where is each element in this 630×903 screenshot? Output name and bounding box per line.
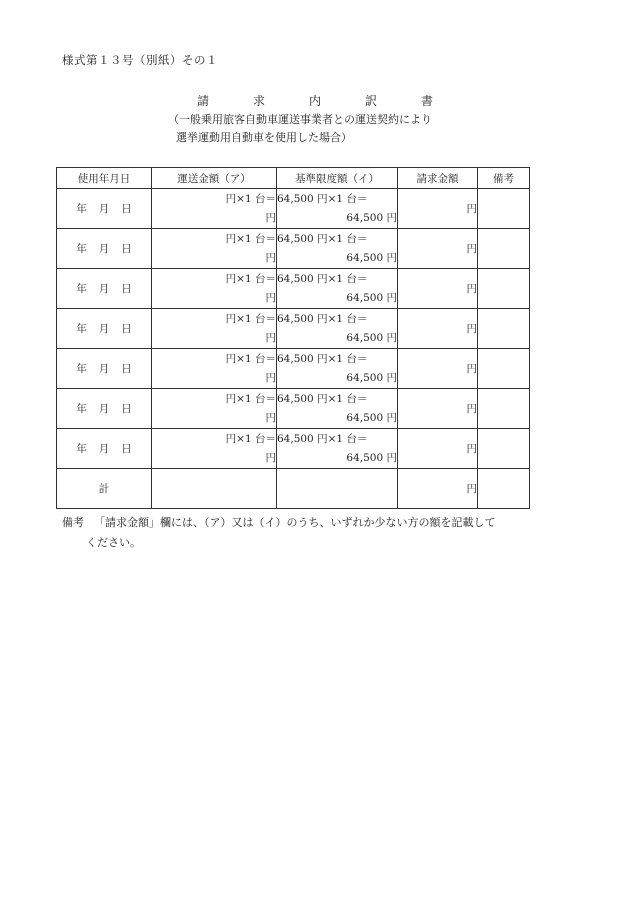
total-limit-cell[interactable]: [277, 469, 398, 509]
request-amount-cell[interactable]: 円: [398, 269, 478, 309]
amount-line-2: 円: [265, 211, 276, 224]
limit-line-1: 64,500 円×1 台＝: [277, 392, 368, 405]
limit-line-1: 64,500 円×1 台＝: [277, 192, 368, 205]
usage-date-cell[interactable]: [57, 429, 152, 469]
title-char: 訳: [365, 94, 378, 108]
date-year: 年: [76, 283, 87, 295]
title-char: 求: [252, 94, 265, 108]
form-number: 様式第１３号（別紙）その１: [62, 53, 218, 67]
request-amount-cell[interactable]: 円: [398, 349, 478, 389]
total-label: 計: [57, 469, 152, 509]
amount-line-1: 円×1 台＝: [225, 232, 276, 245]
amount-line-2: 円: [265, 251, 276, 264]
subtitle-line-1: （一般乗用旅客自動車運送事業者との運送契約により: [168, 113, 432, 126]
amount-line-1: 円×1 台＝: [225, 352, 276, 365]
amount-line-2: 円: [265, 451, 276, 464]
table-row: [57, 349, 530, 389]
date-day: 日: [121, 403, 132, 415]
usage-date-cell[interactable]: [57, 309, 152, 349]
limit-amount-cell: [277, 229, 398, 269]
limit-line-1: 64,500 円×1 台＝: [277, 272, 368, 285]
table-row: [57, 189, 530, 229]
limit-line-1: 64,500 円×1 台＝: [277, 232, 368, 245]
date-year: 年: [76, 443, 87, 455]
usage-date-cell[interactable]: [57, 269, 152, 309]
limit-line-2: 64,500 円: [346, 451, 397, 464]
limit-amount-cell: [277, 429, 398, 469]
date-month: 月: [98, 403, 110, 415]
amount-line-2: 円: [265, 291, 276, 304]
transport-amount-cell[interactable]: [152, 269, 277, 309]
remarks-cell[interactable]: [478, 189, 530, 229]
amount-line-1: 円×1 台＝: [225, 432, 276, 445]
table-row: [57, 269, 530, 309]
usage-date-cell[interactable]: [57, 189, 152, 229]
limit-line-1: 64,500 円×1 台＝: [277, 352, 368, 365]
transport-amount-cell[interactable]: [152, 229, 277, 269]
title-char: 請: [196, 94, 209, 108]
remarks-cell[interactable]: [478, 389, 530, 429]
date-year: 年: [76, 243, 87, 255]
remarks-note: [62, 513, 542, 553]
request-amount-cell[interactable]: 円: [398, 389, 478, 429]
table-row: [57, 309, 530, 349]
amount-line-1: 円×1 台＝: [225, 312, 276, 325]
limit-line-1: 64,500 円×1 台＝: [277, 432, 368, 445]
note-line-1: 「請求金額」欄には、（ア）又は（イ）のうち、いずれか少ない方の額を記載して: [94, 516, 496, 529]
remarks-cell[interactable]: [478, 349, 530, 389]
limit-amount-cell: [277, 189, 398, 229]
document-subtitle: [168, 111, 432, 147]
date-month: 月: [98, 203, 110, 215]
header-transport-amount: 運送金額（ア）: [152, 168, 277, 189]
date-day: 日: [121, 283, 132, 295]
limit-amount-cell: [277, 309, 398, 349]
usage-date-cell[interactable]: [57, 349, 152, 389]
amount-line-2: 円: [265, 411, 276, 424]
usage-date-cell[interactable]: [57, 229, 152, 269]
note-heading: 備考: [62, 516, 84, 529]
total-row: [57, 469, 530, 509]
title-char: 書: [421, 94, 434, 108]
remarks-cell[interactable]: [478, 429, 530, 469]
limit-amount-cell: [277, 349, 398, 389]
remarks-cell[interactable]: [478, 309, 530, 349]
date-year: 年: [76, 323, 87, 335]
table-row: [57, 229, 530, 269]
limit-line-2: 64,500 円: [346, 291, 397, 304]
date-month: 月: [98, 323, 110, 335]
title-char: 内: [308, 94, 321, 108]
date-month: 月: [98, 243, 110, 255]
amount-line-1: 円×1 台＝: [225, 272, 276, 285]
table-row: [57, 429, 530, 469]
amount-line-2: 円: [265, 331, 276, 344]
request-amount-cell[interactable]: 円: [398, 189, 478, 229]
date-month: 月: [98, 283, 110, 295]
document-title: [0, 92, 630, 109]
header-request-amount: 請求金額: [398, 168, 478, 189]
amount-line-1: 円×1 台＝: [225, 192, 276, 205]
amount-line-2: 円: [265, 371, 276, 384]
limit-line-2: 64,500 円: [346, 211, 397, 224]
amount-line-1: 円×1 台＝: [225, 392, 276, 405]
header-remarks: 備考: [478, 168, 530, 189]
usage-date-cell[interactable]: [57, 389, 152, 429]
remarks-cell[interactable]: [478, 269, 530, 309]
limit-line-2: 64,500 円: [346, 251, 397, 264]
date-year: 年: [76, 203, 87, 215]
request-amount-cell[interactable]: 円: [398, 429, 478, 469]
transport-amount-cell[interactable]: [152, 429, 277, 469]
date-month: 月: [98, 443, 110, 455]
date-month: 月: [98, 363, 110, 375]
limit-amount-cell: [277, 389, 398, 429]
total-transport-cell[interactable]: [152, 469, 277, 509]
request-amount-cell[interactable]: 円: [398, 309, 478, 349]
request-amount-cell[interactable]: 円: [398, 229, 478, 269]
transport-amount-cell[interactable]: [152, 309, 277, 349]
date-day: 日: [121, 323, 132, 335]
transport-amount-cell[interactable]: [152, 389, 277, 429]
limit-amount-cell: [277, 269, 398, 309]
remarks-cell[interactable]: [478, 229, 530, 269]
total-request-amount-cell[interactable]: 円: [398, 469, 478, 509]
date-day: 日: [121, 363, 132, 375]
date-day: 日: [121, 443, 132, 455]
table-header-row: [57, 168, 530, 189]
note-line-2: ください。: [86, 536, 141, 549]
limit-line-2: 64,500 円: [346, 411, 397, 424]
limit-line-2: 64,500 円: [346, 331, 397, 344]
date-day: 日: [121, 243, 132, 255]
subtitle-line-2: 選挙運動用自動車を使用した場合）: [176, 131, 352, 144]
header-limit-amount: 基準限度額（イ）: [277, 168, 398, 189]
date-day: 日: [121, 203, 132, 215]
transport-amount-cell[interactable]: [152, 189, 277, 229]
table-row: [57, 389, 530, 429]
date-year: 年: [76, 403, 87, 415]
total-remarks-cell[interactable]: [478, 469, 530, 509]
limit-line-2: 64,500 円: [346, 371, 397, 384]
header-usage-date: 使用年月日: [57, 168, 152, 189]
limit-line-1: 64,500 円×1 台＝: [277, 312, 368, 325]
breakdown-table: [56, 167, 530, 509]
date-year: 年: [76, 363, 87, 375]
transport-amount-cell[interactable]: [152, 349, 277, 389]
